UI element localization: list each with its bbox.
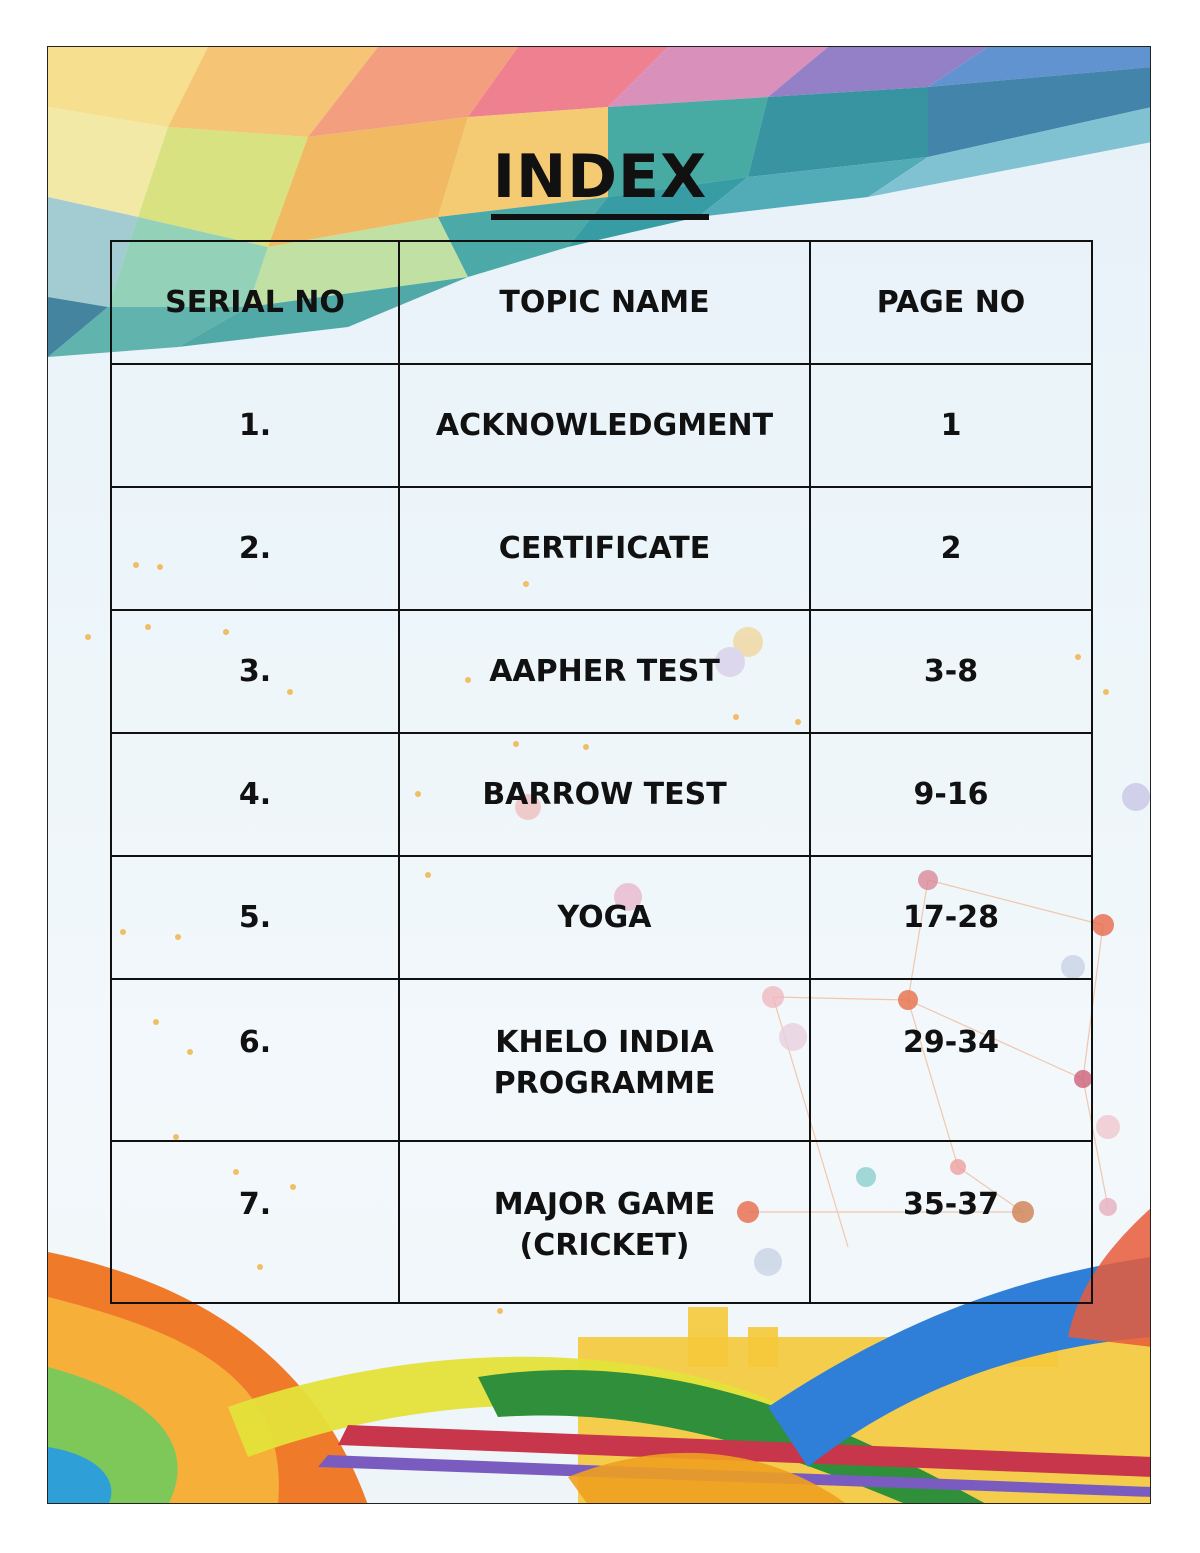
serial-cell: 7. xyxy=(111,1141,399,1303)
serial-cell: 4. xyxy=(111,733,399,856)
header-serial-no: SERIAL NO xyxy=(111,241,399,364)
topic-cell: BARROW TEST xyxy=(399,733,810,856)
index-title-text: INDEX xyxy=(491,142,710,220)
topic-cell: CERTIFICATE xyxy=(399,487,810,610)
table-row xyxy=(111,364,1092,487)
page-cell: 35-37 xyxy=(810,1141,1092,1303)
serial-cell: 2. xyxy=(111,487,399,610)
serial-cell: 6. xyxy=(111,979,399,1141)
page-cell: 2 xyxy=(810,487,1092,610)
table-row xyxy=(111,487,1092,610)
page-cell: 29-34 xyxy=(810,979,1092,1141)
topic-line: MAJOR GAME xyxy=(493,1187,716,1222)
index-table xyxy=(110,240,1093,1304)
topic-line: (CRICKET) xyxy=(519,1228,690,1263)
topic-cell: ACKNOWLEDGMENT xyxy=(399,364,810,487)
index-title xyxy=(48,142,1151,212)
page-cell: 1 xyxy=(810,364,1092,487)
table-row xyxy=(111,856,1092,979)
topic-line: PROGRAMME xyxy=(493,1066,716,1101)
topic-cell xyxy=(399,1141,810,1303)
table-row xyxy=(111,733,1092,856)
serial-cell: 3. xyxy=(111,610,399,733)
table-row xyxy=(111,1141,1092,1303)
serial-cell: 5. xyxy=(111,856,399,979)
topic-cell: AAPHER TEST xyxy=(399,610,810,733)
topic-cell: YOGA xyxy=(399,856,810,979)
page-frame xyxy=(47,46,1151,1504)
page-cell: 9-16 xyxy=(810,733,1092,856)
serial-cell: 1. xyxy=(111,364,399,487)
topic-cell xyxy=(399,979,810,1141)
page-cell: 3-8 xyxy=(810,610,1092,733)
table-row xyxy=(111,979,1092,1141)
table-header-row xyxy=(111,241,1092,364)
page-cell: 17-28 xyxy=(810,856,1092,979)
topic-line: KHELO INDIA xyxy=(495,1025,714,1060)
table-row xyxy=(111,610,1092,733)
header-page-no: PAGE NO xyxy=(810,241,1092,364)
header-topic-name: TOPIC NAME xyxy=(399,241,810,364)
